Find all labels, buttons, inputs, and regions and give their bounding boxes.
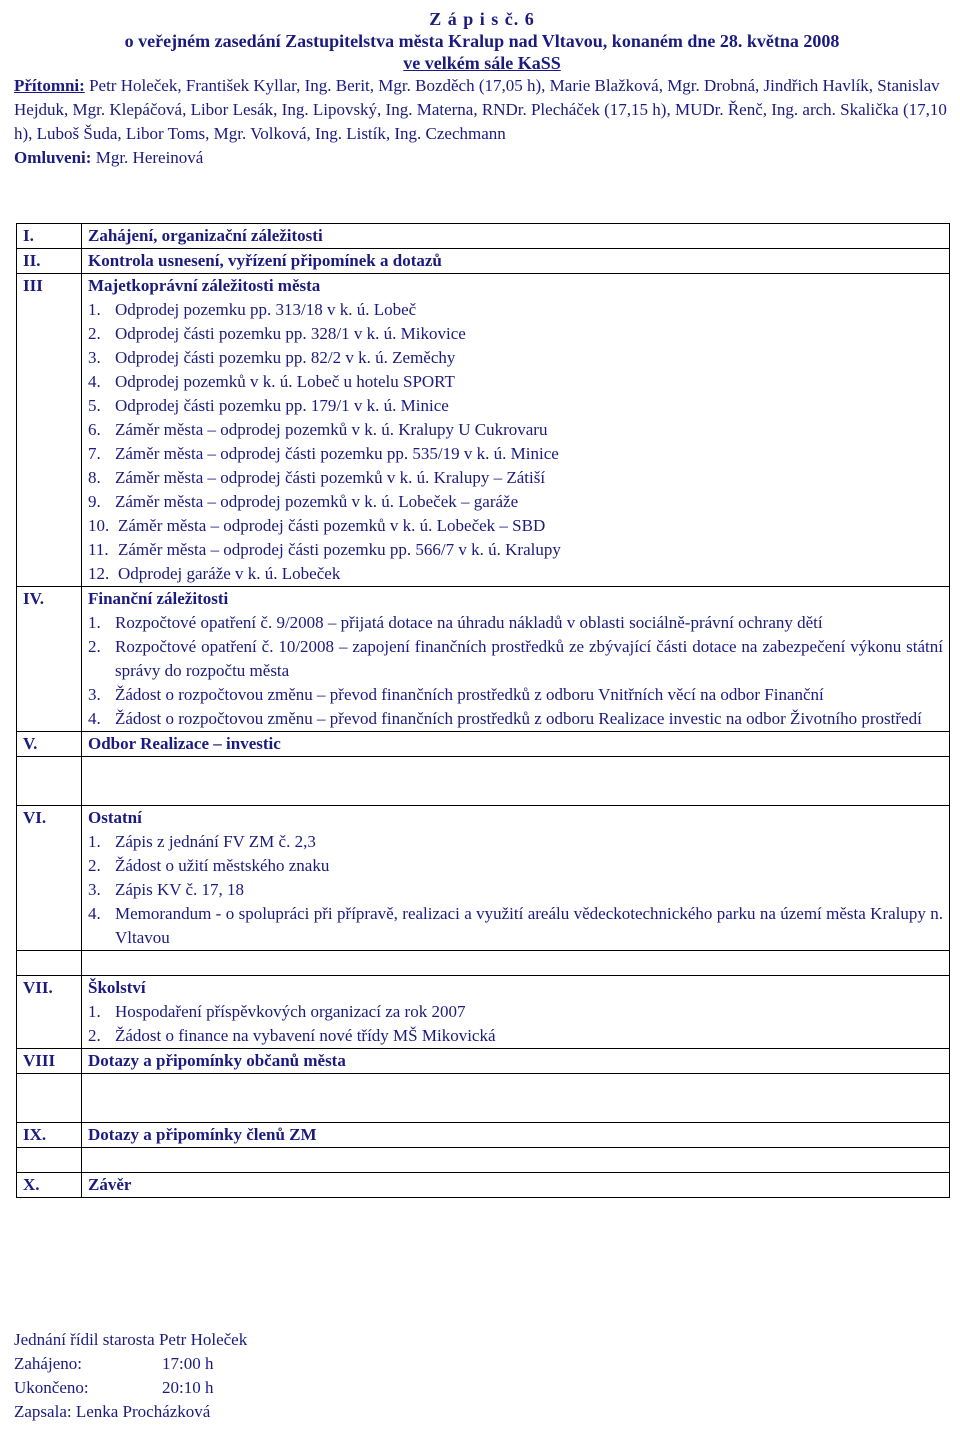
agenda-row [17,249,950,274]
agenda-item-text: Rozpočtové opatření č. 9/2008 – přijatá dotace na úhradu nákladů v oblasti sociálně-právní ochrany dětí [115,613,823,632]
agenda-row [17,806,950,951]
spacer-cell [17,1074,82,1123]
agenda-item-number: 6. [88,420,101,439]
agenda-section-number: IX. [17,1123,82,1148]
agenda-item [88,514,943,538]
agenda-spacer-row [17,951,950,976]
agenda-section-number: VII. [17,976,82,1049]
agenda-section-title: Odbor Realizace – investic [88,734,281,753]
agenda-item-text: Hospodaření příspěvkových organizací za rok 2007 [115,1002,466,1021]
excused-label: Omluveni: [14,148,92,167]
agenda-item-number: 8. [88,468,101,487]
agenda-section-title: Závěr [88,1175,132,1194]
agenda-item-number: 10. [88,516,110,535]
agenda-item-text: Zápis z jednání FV ZM č. 2,3 [115,832,316,851]
agenda-item [88,1000,943,1024]
present-label: Přítomni: [14,76,85,95]
start-label: Zahájeno: [14,1354,82,1373]
agenda-section-content [82,274,950,587]
agenda-item-number: 4. [88,904,101,923]
agenda-item-text: Žádost o finance na vybavení nové třídy MŠ Mikovická [115,1026,496,1045]
start-line [14,1352,247,1376]
agenda-section-title: Kontrola usnesení, vyřízení připomínek a dotazů [88,251,442,270]
agenda-item-text: Záměr města – odprodej části pozemku pp. 566/7 v k. ú. Kralupy [118,540,561,559]
agenda-item-text: Zápis KV č. 17, 18 [115,880,245,899]
agenda-section-number: X. [17,1173,82,1198]
end-line [14,1376,247,1400]
present-list: Petr Holeček, František Kyllar, Ing. Berit, Mgr. Bozděch (17,05 h), Marie Blažková, Mgr. Drobná, Jindřich Havlík, Stanislav Hejduk, Mgr. Klepáčová, Libor Lesák, Ing. Lipovský, Ing. Materna, RNDr. Plecháček (17,15 h), MUDr. Řenč, Ing. arch. Skalička (17,10 h), Luboš Šuda, Libor Toms, Mgr. Volková, Ing. Listík, Ing. Czechmann [14,76,947,143]
agenda-item-number: 2. [88,324,101,343]
excused-list: Mgr. Hereinová [95,148,204,167]
agenda-item-text: Odprodej pozemku pp. 313/18 v k. ú. Lobeč [115,300,417,319]
agenda-item [88,298,943,322]
document-page [14,8,950,170]
agenda-item-text: Záměr města – odprodej části pozemků v k. ú. Lobeček – SBD [118,516,546,535]
document-header [14,8,950,74]
end-label: Ukončeno: [14,1378,89,1397]
agenda-item-text: Memorandum - o spolupráci při přípravě, realizaci a využití areálu vědeckotechnického parku na území města Kralupy n. Vltavou [115,904,943,947]
agenda-item-text: Odprodej garáže v k. ú. Lobeček [118,564,341,583]
agenda-item-number: 3. [88,880,101,899]
agenda-item [88,683,943,707]
agenda-item [88,830,943,854]
agenda-item [88,562,943,586]
agenda-section-number: VIII [17,1049,82,1074]
attendance [14,74,950,170]
spacer-cell [82,1074,950,1123]
agenda-table [16,223,950,1198]
agenda-item-text: Záměr města – odprodej pozemků v k. ú. Lobeček – garáže [115,492,519,511]
agenda-item-number: 12. [88,564,110,583]
agenda-spacer-row [17,757,950,806]
agenda-item-number: 5. [88,396,101,415]
spacer-cell [17,951,82,976]
agenda-item-number: 2. [88,1026,101,1045]
agenda-item-text: Záměr města – odprodej pozemků v k. ú. Kralupy U Cukrovaru [115,420,548,439]
document-subtitle: o veřejném zasedání Zastupitelstva města Kralup nad Vltavou, konaném dne 28. května 2008 [124,31,840,51]
meeting-place: ve velkém sále KaSS [403,53,561,73]
agenda-section-number: I. [17,224,82,249]
agenda-section-content [82,1123,950,1148]
agenda-section-number: VI. [17,806,82,951]
agenda-item-text: Odprodej části pozemku pp. 82/2 v k. ú. Zeměchy [115,348,456,367]
agenda-item-number: 9. [88,492,101,511]
agenda-section-content [82,732,950,757]
agenda-spacer-row [17,1148,950,1173]
spacer-cell [17,757,82,806]
agenda-item [88,878,943,902]
agenda-item-number: 3. [88,348,101,367]
agenda-item-number: 7. [88,444,101,463]
agenda-item-number: 11. [88,540,109,559]
agenda-row [17,976,950,1049]
agenda-section-number: V. [17,732,82,757]
agenda-item-text: Odprodej pozemků v k. ú. Lobeč u hotelu SPORT [115,372,455,391]
minutes-footer [14,1328,247,1424]
agenda-row [17,732,950,757]
agenda-item [88,442,943,466]
spacer-cell [17,1148,82,1173]
agenda-item-text: Odprodej části pozemku pp. 179/1 v k. ú. Minice [115,396,449,415]
agenda-item-text: Rozpočtové opatření č. 10/2008 – zapojení finančních prostředků ze zbývající části dotace na zabezpečení výkonu státní správy do rozpočtu města [115,637,943,680]
agenda-item-number: 3. [88,685,101,704]
spacer-cell [82,757,950,806]
agenda-row [17,274,950,587]
agenda-item [88,394,943,418]
agenda-item-text: Odprodej části pozemku pp. 328/1 v k. ú. Mikovice [115,324,466,343]
recorder-line: Zapsala: Lenka Procházková [14,1402,211,1421]
spacer-cell [82,951,950,976]
agenda-section-title: Dotazy a připomínky občanů města [88,1051,346,1070]
agenda-section-number: II. [17,249,82,274]
agenda-section-content [82,249,950,274]
agenda-section-content [82,806,950,951]
agenda-section-content [82,976,950,1049]
agenda-section-content [82,1049,950,1074]
agenda-item-number: 1. [88,832,101,851]
chair-line: Jednání řídil starosta Petr Holeček [14,1330,248,1349]
agenda-item-text: Záměr města – odprodej části pozemků v k. ú. Kralupy – Zátiší [115,468,546,487]
agenda-item-number: 1. [88,300,101,319]
agenda-item [88,611,943,635]
agenda-section-title: Zahájení, organizační záležitosti [88,226,323,245]
agenda-section-title: Ostatní [88,808,142,827]
agenda-item [88,490,943,514]
agenda-section-title: Majetkoprávní záležitosti města [88,276,321,295]
agenda-item-number: 4. [88,372,101,391]
document-title: Z á p i s č. 6 [429,9,535,29]
agenda-item [88,466,943,490]
agenda-row [17,1173,950,1198]
agenda-item-text: Žádost o rozpočtovou změnu – převod finančních prostředků z odboru Realizace investic na odbor Životního prostředí [115,709,922,728]
agenda-item [88,370,943,394]
spacer-cell [82,1148,950,1173]
agenda-row [17,224,950,249]
agenda-item [88,1024,943,1048]
agenda-item [88,346,943,370]
start-time: 17:00 h [162,1354,214,1373]
agenda-item [88,418,943,442]
agenda-item-text: Žádost o užití městského znaku [115,856,330,875]
agenda-body [17,224,950,1198]
agenda-section-content [82,224,950,249]
agenda-item [88,322,943,346]
agenda-item [88,902,943,950]
agenda-section-title: Finanční záležitosti [88,589,229,608]
agenda-item [88,707,943,731]
agenda-item-text: Záměr města – odprodej části pozemku pp. 535/19 v k. ú. Minice [115,444,559,463]
agenda-item [88,538,943,562]
agenda-row [17,1049,950,1074]
agenda-item-number: 1. [88,613,101,632]
agenda-item-number: 2. [88,856,101,875]
agenda-section-title: Školství [88,978,146,997]
agenda-item [88,854,943,878]
agenda-spacer-row [17,1074,950,1123]
agenda-section-number: III [17,274,82,587]
agenda-section-content [82,1173,950,1198]
agenda-item [88,635,943,683]
agenda-item-number: 4. [88,709,101,728]
end-time: 20:10 h [162,1378,214,1397]
agenda-section-content [82,587,950,732]
agenda-item-number: 1. [88,1002,101,1021]
agenda-row [17,587,950,732]
agenda-item-text: Žádost o rozpočtovou změnu – převod finančních prostředků z odboru Vnitřních věcí na odbor Finanční [115,685,824,704]
agenda-section-number: IV. [17,587,82,732]
agenda-section-title: Dotazy a připomínky členů ZM [88,1125,317,1144]
agenda-row [17,1123,950,1148]
agenda-item-number: 2. [88,637,101,656]
